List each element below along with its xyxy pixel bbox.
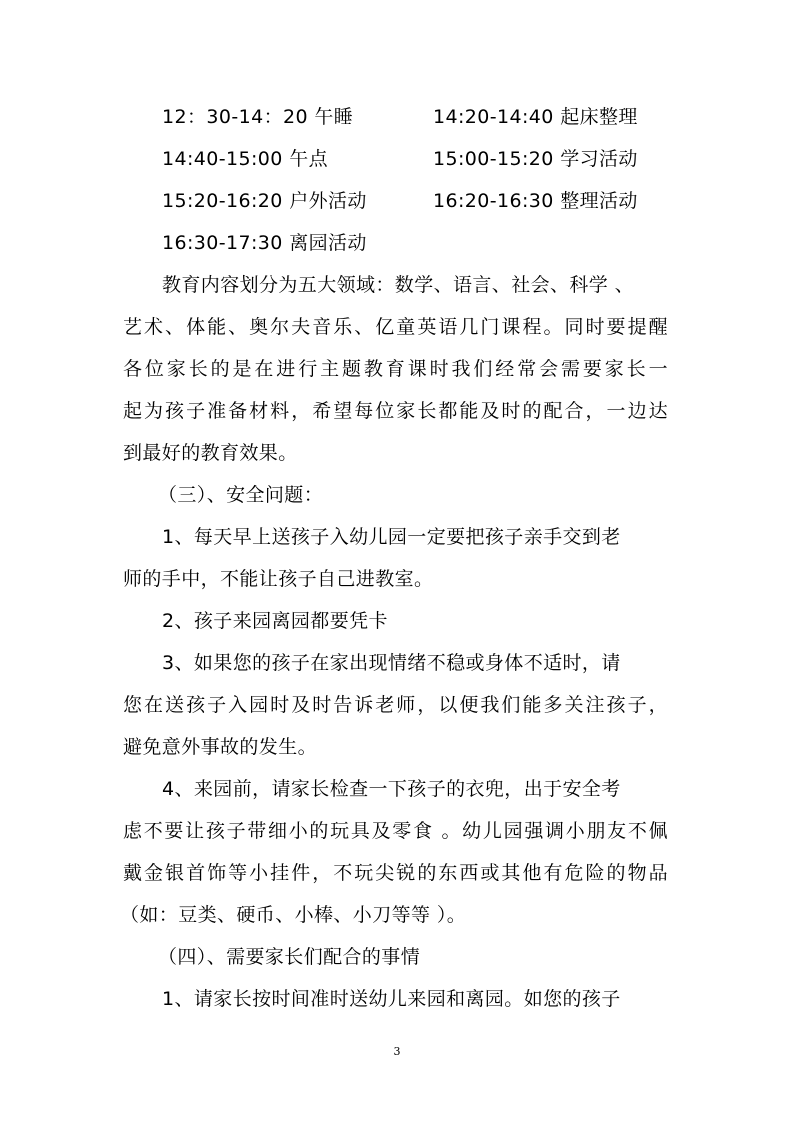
section-heading: （四）、需要家长们配合的事情 bbox=[158, 946, 421, 968]
page-number: 3 bbox=[393, 1045, 401, 1058]
paragraph-line: 艺术、体能、奥尔夫音乐、亿童英语几门课程。同时要提醒 bbox=[123, 316, 668, 338]
paragraph-line: 1、每天早上送孩子入幼儿园一定要把孩子亲手交到老 bbox=[162, 526, 621, 548]
paragraph-line: 2、孩子来园离园都要凭卡 bbox=[162, 610, 388, 632]
paragraph-line: 戴金银首饰等小挂件，不玩尖锐的东西或其他有危险的物品 bbox=[123, 862, 668, 884]
paragraph-line: 虑不要让孩子带细小的玩具及零食 。幼儿园强调小朋友不佩 bbox=[123, 820, 668, 842]
schedule-item: 15:20-16:20 户外活动 bbox=[162, 190, 367, 212]
paragraph-line: 起为孩子准备材料，希望每位家长都能及时的配合，一边达 bbox=[123, 400, 668, 422]
paragraph-line: 避免意外事故的发生。 bbox=[123, 736, 318, 758]
paragraph-line: 3、如果您的孩子在家出现情绪不稳或身体不适时，请 bbox=[162, 652, 621, 674]
schedule-item: 15:00-15:20 学习活动 bbox=[433, 148, 638, 170]
schedule-item: 14:40-15:00 午点 bbox=[162, 148, 329, 170]
schedule-item: 12：30-14：20 午睡 bbox=[162, 106, 354, 128]
paragraph-line: 到最好的教育效果。 bbox=[123, 442, 298, 464]
paragraph-line: 教育内容划分为五大领域：数学、语言、社会、科学 、 bbox=[162, 274, 635, 296]
paragraph-line: 您在送孩子入园时及时告诉老师，以便我们能多关注孩子， bbox=[123, 694, 668, 716]
paragraph-line: 各位家长的是在进行主题教育课时我们经常会需要家长一 bbox=[123, 358, 668, 380]
paragraph-line: （如：豆类、硬币、小棒、小刀等等 ）。 bbox=[120, 904, 467, 926]
paragraph-line: 1、请家长按时间准时送幼儿来园和离园。如您的孩子 bbox=[162, 988, 621, 1010]
paragraph-line: 师的手中，不能让孩子自己进教室。 bbox=[123, 568, 434, 590]
schedule-item: 16:20-16:30 整理活动 bbox=[433, 190, 638, 212]
section-heading: （三）、安全问题： bbox=[158, 484, 324, 506]
schedule-item: 14:20-14:40 起床整理 bbox=[433, 106, 638, 128]
schedule-item: 16:30-17:30 离园活动 bbox=[162, 232, 367, 254]
paragraph-line: 4、来园前，请家长检查一下孩子的衣兜，出于安全考 bbox=[162, 778, 621, 800]
